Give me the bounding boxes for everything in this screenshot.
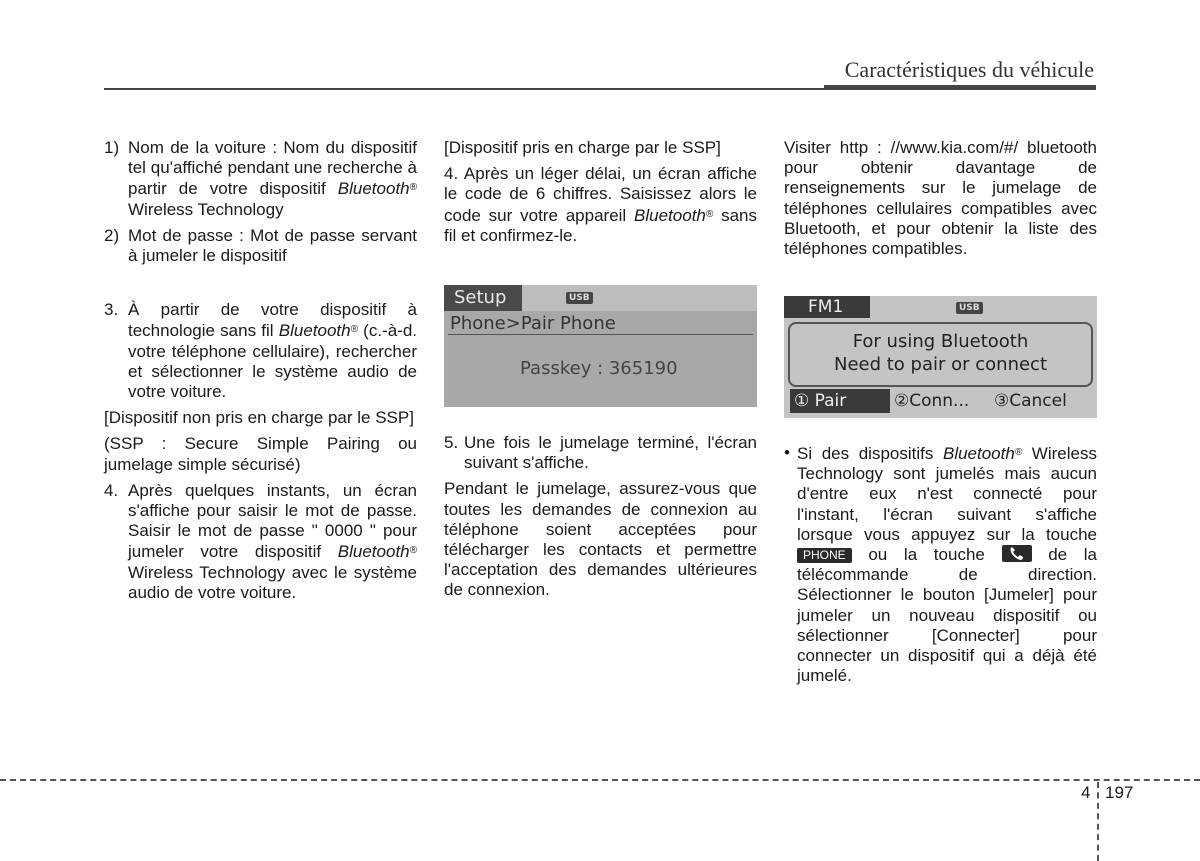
passkey-text: Passkey : 365190: [520, 358, 678, 379]
paragraph: 4. Après un léger délai, un écran affiche le code de 6 chiffres. Saisissez alors le code sur votre appareil Bluetooth® sans fil et confirmez-le.: [444, 164, 757, 245]
footer-rule: [0, 779, 1200, 781]
column-3: [784, 138, 1097, 265]
cancel-option: ③Cancel: [994, 391, 1067, 411]
phone-key-label: PHONE: [797, 548, 852, 563]
screen-divider: [448, 334, 753, 335]
pair-option: ① Pair: [790, 389, 890, 413]
item-text: Nom de la voiture : Nom du dispositif tel qu'affiché pendant une recherche à partir de votre dispositif Bluetooth® Wireless Technology: [128, 138, 417, 219]
setup-screen-image: [444, 285, 757, 407]
connect-option: ②Conn...: [894, 391, 970, 411]
screen-message-line: Need to pair or connect: [833, 354, 1048, 375]
usb-icon: USB: [566, 292, 593, 304]
page-number: 197: [1105, 783, 1134, 802]
item-text: Mot de passe : Mot de passe servant à jumeler le dispositif: [128, 225, 417, 266]
screen-tab: Setup: [444, 285, 522, 311]
bluetooth-screen-image: [784, 296, 1097, 418]
column-2-lower: [444, 433, 757, 607]
item-text: Après quelques instants, un écran s'affiche pour saisir le mot de passe. Saisir le mot de passe " 0000 " pour jumeler votre dispositif Bluetooth® Wireless Technology avec le système audio de votre voiture.: [128, 480, 417, 602]
column-1: [104, 138, 417, 609]
item-number: 4.: [104, 480, 119, 500]
item-number: 1): [104, 138, 120, 157]
screen-tab: FM1: [784, 296, 870, 318]
screen-button-row: [784, 389, 1097, 414]
bullet-item: [784, 443, 1097, 686]
item-number: 5.: [444, 433, 459, 452]
chapter-number: 4: [1081, 783, 1091, 802]
paragraph: Pendant le jumelage, assurez-vous que toutes les demandes de connexion au téléphone soient acceptées pour télécharger les contacts et permettre l'acceptation des demandes ultérieures de connexion.: [444, 479, 757, 600]
header-rule-accent: [824, 85, 1096, 90]
list-item: [104, 226, 417, 266]
list-item: [444, 433, 757, 473]
paragraph: [Dispositif non pris en charge par le SSP]: [104, 408, 414, 428]
item-number: 2): [104, 225, 120, 245]
list-item: [104, 300, 417, 402]
bullet-text: Si des dispositifs Bluetooth® Wireless Technology sont jumelés mais aucun d'entre eux n'est connecté pour l'instant, l'écran suivant s'affiche lorsque vous appuyez sur la touche PHONE ou la touche de la télécommande de direction. Sélectionner le bouton [Jumeler] pour jumeler un nouveau dispositif ou sélectionner [Connecter] pour connecter un dispositif qui a déjà été jumelé.: [797, 444, 1097, 686]
item-text: À partir de votre dispositif à technologie sans fil Bluetooth® (c.-à-d. votre téléphone cellulaire), rechercher et sélectionner le système audio de votre voiture.: [128, 300, 418, 402]
phone-handset-icon: [1002, 545, 1032, 562]
item-text: Une fois le jumelage terminé, l'écran suivant s'affiche.: [464, 433, 757, 473]
paragraph: (SSP : Secure Simple Pairing ou jumelage simple sécurisé): [104, 434, 417, 474]
list-item: [104, 481, 417, 603]
screen-message-line: For using Bluetooth: [852, 331, 1029, 352]
list-item: [104, 138, 417, 220]
bullet-mark: •: [784, 443, 790, 462]
paragraph: [Dispositif pris en charge par le SSP]: [444, 138, 721, 157]
usb-icon: USB: [956, 302, 983, 314]
column-2: [444, 138, 757, 252]
footer-divider: [1097, 782, 1099, 861]
paragraph: Visiter http : //www.kia.com/#/ bluetooth pour obtenir davantage de renseignements sur le jumelage de téléphones cellulaires compatibles avec Bluetooth, et pour obtenir la liste des téléphones compatibles.: [784, 138, 1097, 259]
item-number: 3.: [104, 300, 119, 320]
column-3-lower: [784, 443, 1097, 686]
running-header: Caractéristiques du véhicule: [844, 57, 1094, 82]
screen-subtitle: Phone>Pair Phone: [450, 313, 616, 334]
